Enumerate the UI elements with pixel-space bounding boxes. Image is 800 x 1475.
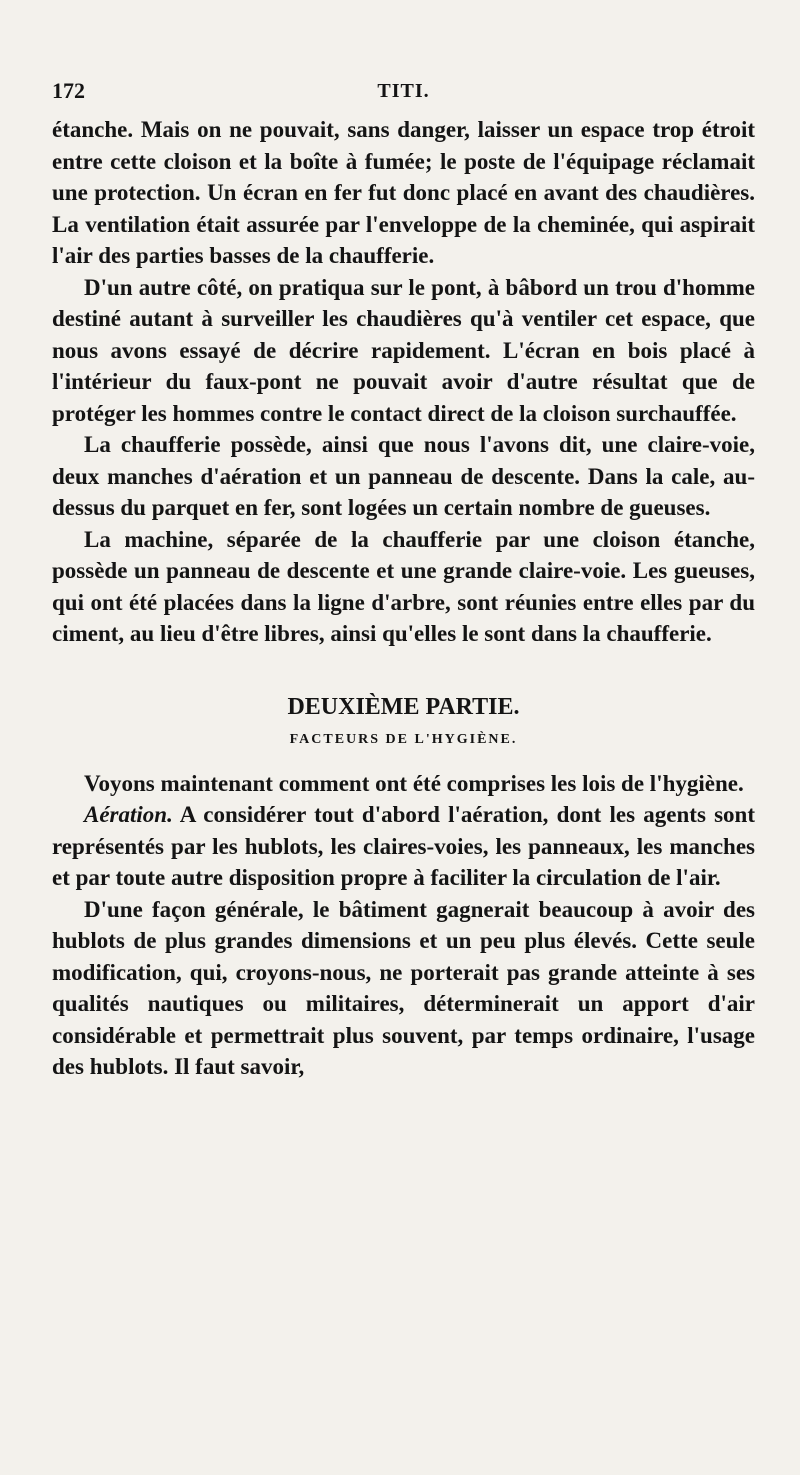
running-head	[52, 78, 755, 114]
page-number: 172	[52, 78, 85, 103]
paragraph-5: Voyons maintenant comment ont été comprises les lois de l'hygiène.	[84, 770, 744, 796]
body-text	[52, 114, 755, 1083]
paragraph-6	[52, 799, 755, 894]
section-title: FACTEURS DE L'HYGIÈNE.	[289, 731, 518, 747]
paragraph-4: La machine, séparée de la chaufferie par une cloison étanche, possède un panneau de descente et une grande claire-voie. Les gueuses, qui ont été placées dans la ligne d'arbre, sont réunies entre elles par du ciment, au lieu d'être libres, ainsi qu'elles le sont dans la chaufferie.	[52, 526, 755, 646]
paragraph-body: A considérer tout d'abord l'aération, dont les agents sont représentés par les hublots, les claires-voies, les panneaux, les manches et par toute autre disposition propre à faciliter la circulation de l'air.	[52, 802, 755, 890]
paragraph-3: La chaufferie possède, ainsi que nous l'avons dit, une claire-voie, deux manches d'aération et un panneau de descente. Dans la cale, au-dessus du parquet en fer, sont logées un certain nombre de gueuses.	[52, 432, 755, 520]
paragraph-lead-in: Aération.	[84, 802, 173, 827]
paragraph-2: D'un autre côté, on pratiqua sur le pont, à bâbord un trou d'homme destiné autant à surveiller les chaudières qu'à ventiler cet espace, que nous avons essayé de décrire rapidement. L'écran en bois placé à l'intérieur du faux-pont ne pouvait avoir d'autre résultat que de protéger les hommes contre le contact direct de la cloison surchauffée.	[52, 274, 755, 426]
running-title: TITI.	[377, 80, 430, 102]
part-title: DEUXIÈME PARTIE.	[287, 693, 520, 720]
paragraph-1: étanche. Mais on ne pouvait, sans danger, laisser un espace trop étroit entre cette cloison et la boîte à fumée; le poste de l'équipage réclamait une protection. Un écran en fer fut donc placé en avant des chaudières. La ventilation était assurée par l'enveloppe de la cheminée, qui aspirait l'air des parties basses de la chaufferie.	[52, 117, 755, 268]
paragraph-7: D'une façon générale, le bâtiment gagnerait beaucoup à avoir des hublots de plus grandes dimensions et un peu plus élevés. Cette seule modification, qui, croyons-nous, ne porterait pas grande atteinte à ses qualités nautiques ou militaires, déterminerait un apport d'air considérable et permettrait plus souvent, par temps ordinaire, l'usage des hublots. Il faut savoir,	[52, 896, 755, 1079]
book-page	[52, 78, 755, 1083]
